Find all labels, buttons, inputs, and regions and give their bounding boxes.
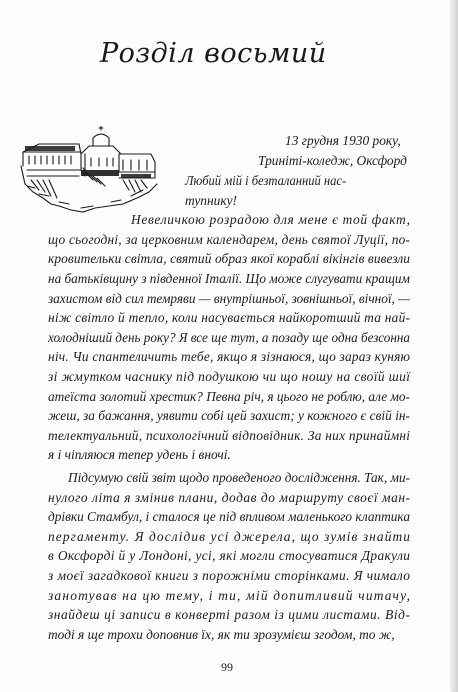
text-line: жеш, за бажання, уявити собі цей захист; у кожного є свій ін- xyxy=(48,408,411,424)
text-line: телектуальний, психологічний відповідник. За них принаймні xyxy=(48,427,411,443)
text-line: Підсумую свій звіт щодо проведеного дослідження. Так, ми- xyxy=(68,470,411,485)
chapter-title: Розділ восьмий xyxy=(100,38,327,69)
text-line: нулого літа я змінив плани, додав до маршруту своєї ман- xyxy=(48,489,411,505)
text-line: захистом від сил темряви — внутрішньої, зовнішньої, вічної, — xyxy=(48,290,410,306)
text-line: тупнику! xyxy=(185,192,237,208)
page-number: 99 xyxy=(221,660,233,674)
text-line: в Оксфорді й у Лондоні, усі, які могли стосуватися Дракули xyxy=(48,548,411,564)
text-line: атеїста золотий хрестик? Певна річ, я цього не роблю, але мо- xyxy=(48,388,410,404)
text-line: занотував на цю тему, і ти, мій допитливий читачу, xyxy=(48,587,412,603)
text-line: холодніший день року? Я все ще тут, а позаду ще одна безсонна xyxy=(48,329,410,345)
text-line: тоді я ще трохи доповнив їх, як ти зрозумієш згодом, то ж, xyxy=(48,626,395,642)
page-edge-shadow xyxy=(450,0,458,692)
place-line: Триніті-коледж, Оксфорд xyxy=(258,153,407,168)
text-line: Невеличкою розрадою для мене є той факт, xyxy=(131,212,411,228)
text-line: кровительки світла, святий образ якої кораблі вікінгів вивезли xyxy=(48,251,411,267)
text-line: що сьогодні, за церковним календарем, день святої Луції, по- xyxy=(48,231,411,247)
text-line: ніч. Чи спантеличить тебе, якщо я зізнаюся, що зараз куняю xyxy=(48,349,411,365)
date-line: 13 грудня 1930 року, xyxy=(285,133,401,148)
text-line: ніж світло й тепло, коли насувається найкоротший та най- xyxy=(48,310,411,326)
text-line: пергаменту. Я дослідив усі джерела, що зумів знайти xyxy=(48,528,412,544)
text-line: Любий мій і безталанний нас- xyxy=(185,173,347,188)
text-line: на батьківщину з південної Італії. Що може слугувати кращим xyxy=(48,271,410,286)
text-line: знайдеш ці записи в конверті разом із цими листами. Від- xyxy=(48,607,411,623)
text-line: зі жмутком часнику під подушкою чи що ношу на своїй шиї xyxy=(48,369,411,384)
text-line: я і чіпляюся тепер удень і вночі. xyxy=(48,447,231,463)
monastery-illustration xyxy=(19,126,159,214)
text-line: дрівки Стамбул, і сталося це під впливом маленького клаптика xyxy=(48,509,410,525)
text-line: з моєї загадкової книги з порожніми сторінками. Я чимало xyxy=(48,568,411,583)
